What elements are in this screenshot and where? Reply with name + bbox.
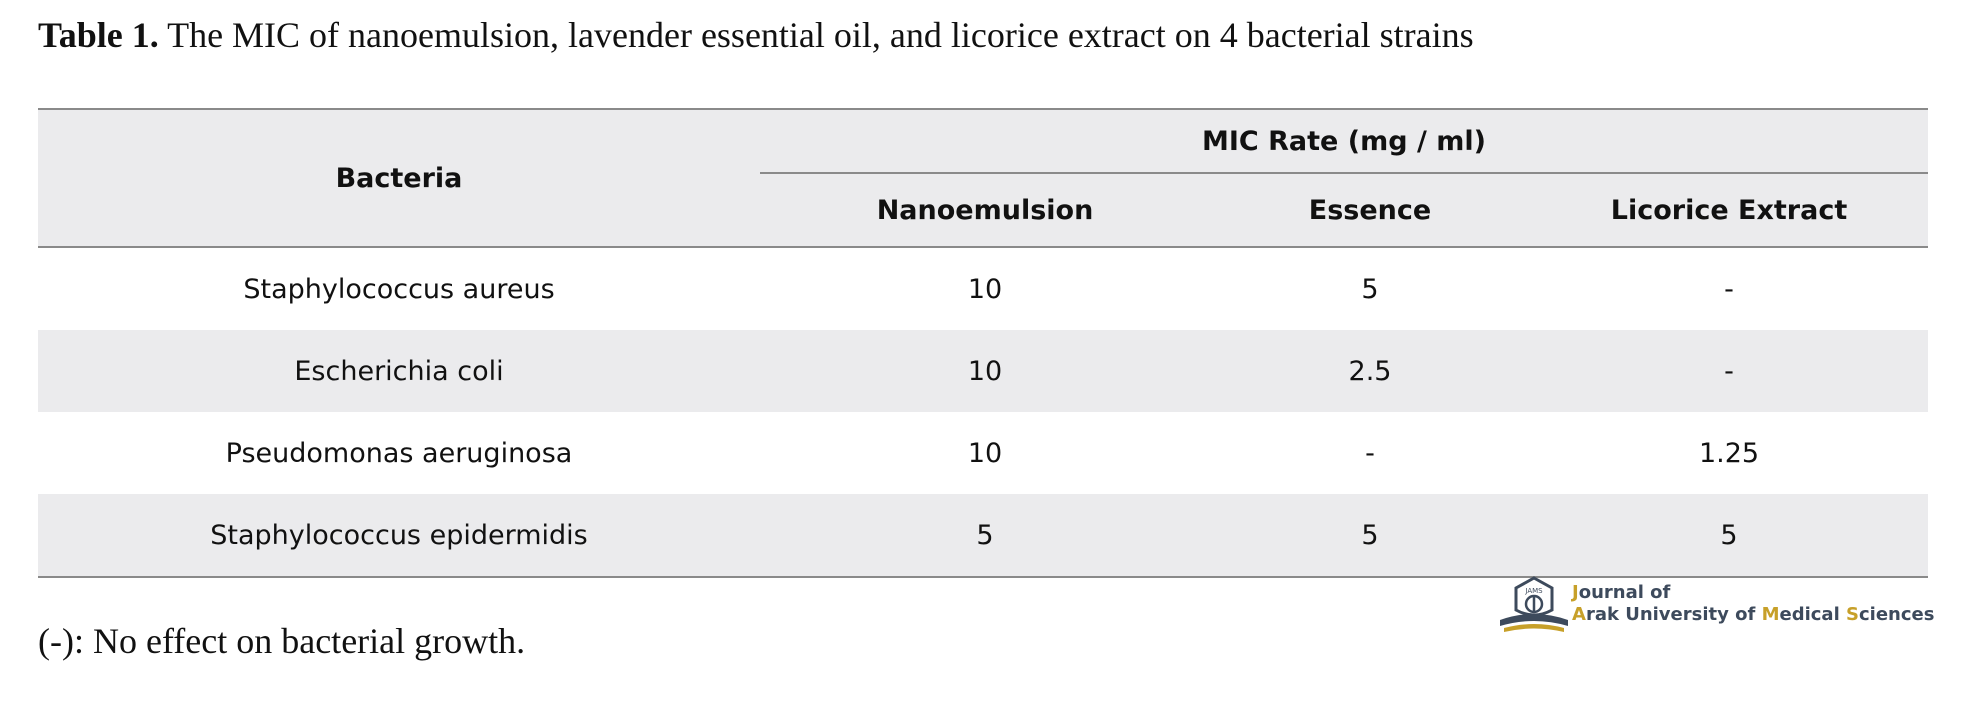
svg-text:JAMS: JAMS — [1525, 587, 1543, 595]
table-row — [38, 330, 1928, 412]
col-header-licorice-extract: Licorice Extract — [1610, 194, 1848, 226]
cell-licorice-extract: 5 — [1720, 519, 1738, 551]
cell-nanoemulsion: 10 — [967, 355, 1003, 387]
table-row — [38, 247, 1928, 330]
cell-licorice-extract: - — [1724, 355, 1734, 387]
cell-nanoemulsion: 5 — [976, 519, 994, 551]
table-footnote: (-): No effect on bacterial growth. — [38, 621, 526, 661]
col-header-nanoemulsion: Nanoemulsion — [876, 194, 1094, 226]
table-header — [38, 109, 1928, 247]
table-caption — [38, 14, 1474, 56]
table-caption-label: Table 1. — [38, 15, 159, 55]
journal-emblem-icon — [1494, 574, 1574, 640]
cell-bacteria: Pseudomonas aeruginosa — [225, 437, 573, 469]
journal-title — [1572, 582, 1934, 626]
col-header-bacteria: Bacteria — [335, 162, 463, 194]
cell-essence: 2.5 — [1348, 355, 1392, 387]
cell-nanoemulsion: 10 — [967, 273, 1003, 305]
cell-licorice-extract: 1.25 — [1698, 437, 1760, 469]
cell-nanoemulsion: 10 — [967, 437, 1003, 469]
cell-bacteria: Escherichia coli — [294, 355, 504, 387]
journal-title-line-2: Arak University of Medical Sciences — [1572, 604, 1935, 625]
mic-table — [38, 108, 1928, 578]
cell-essence: 5 — [1361, 273, 1379, 305]
table-body — [38, 247, 1928, 577]
col-group-header-mic-rate: MIC Rate (mg / ml) — [760, 109, 1928, 173]
journal-logo — [1494, 574, 1934, 640]
cell-essence: - — [1365, 437, 1375, 469]
cell-bacteria: Staphylococcus aureus — [243, 273, 555, 305]
col-header-essence: Essence — [1308, 194, 1432, 226]
table-row — [38, 494, 1928, 577]
journal-title-line-1: Journal of — [1572, 582, 1671, 603]
table-caption-text: The MIC of nanoemulsion, lavender essential oil, and licorice extract on 4 bacterial strains — [167, 15, 1474, 55]
cell-licorice-extract: - — [1724, 273, 1734, 305]
table-row — [38, 412, 1928, 494]
cell-essence: 5 — [1361, 519, 1379, 551]
header-row-1 — [38, 109, 1928, 173]
cell-bacteria: Staphylococcus epidermidis — [210, 519, 588, 551]
